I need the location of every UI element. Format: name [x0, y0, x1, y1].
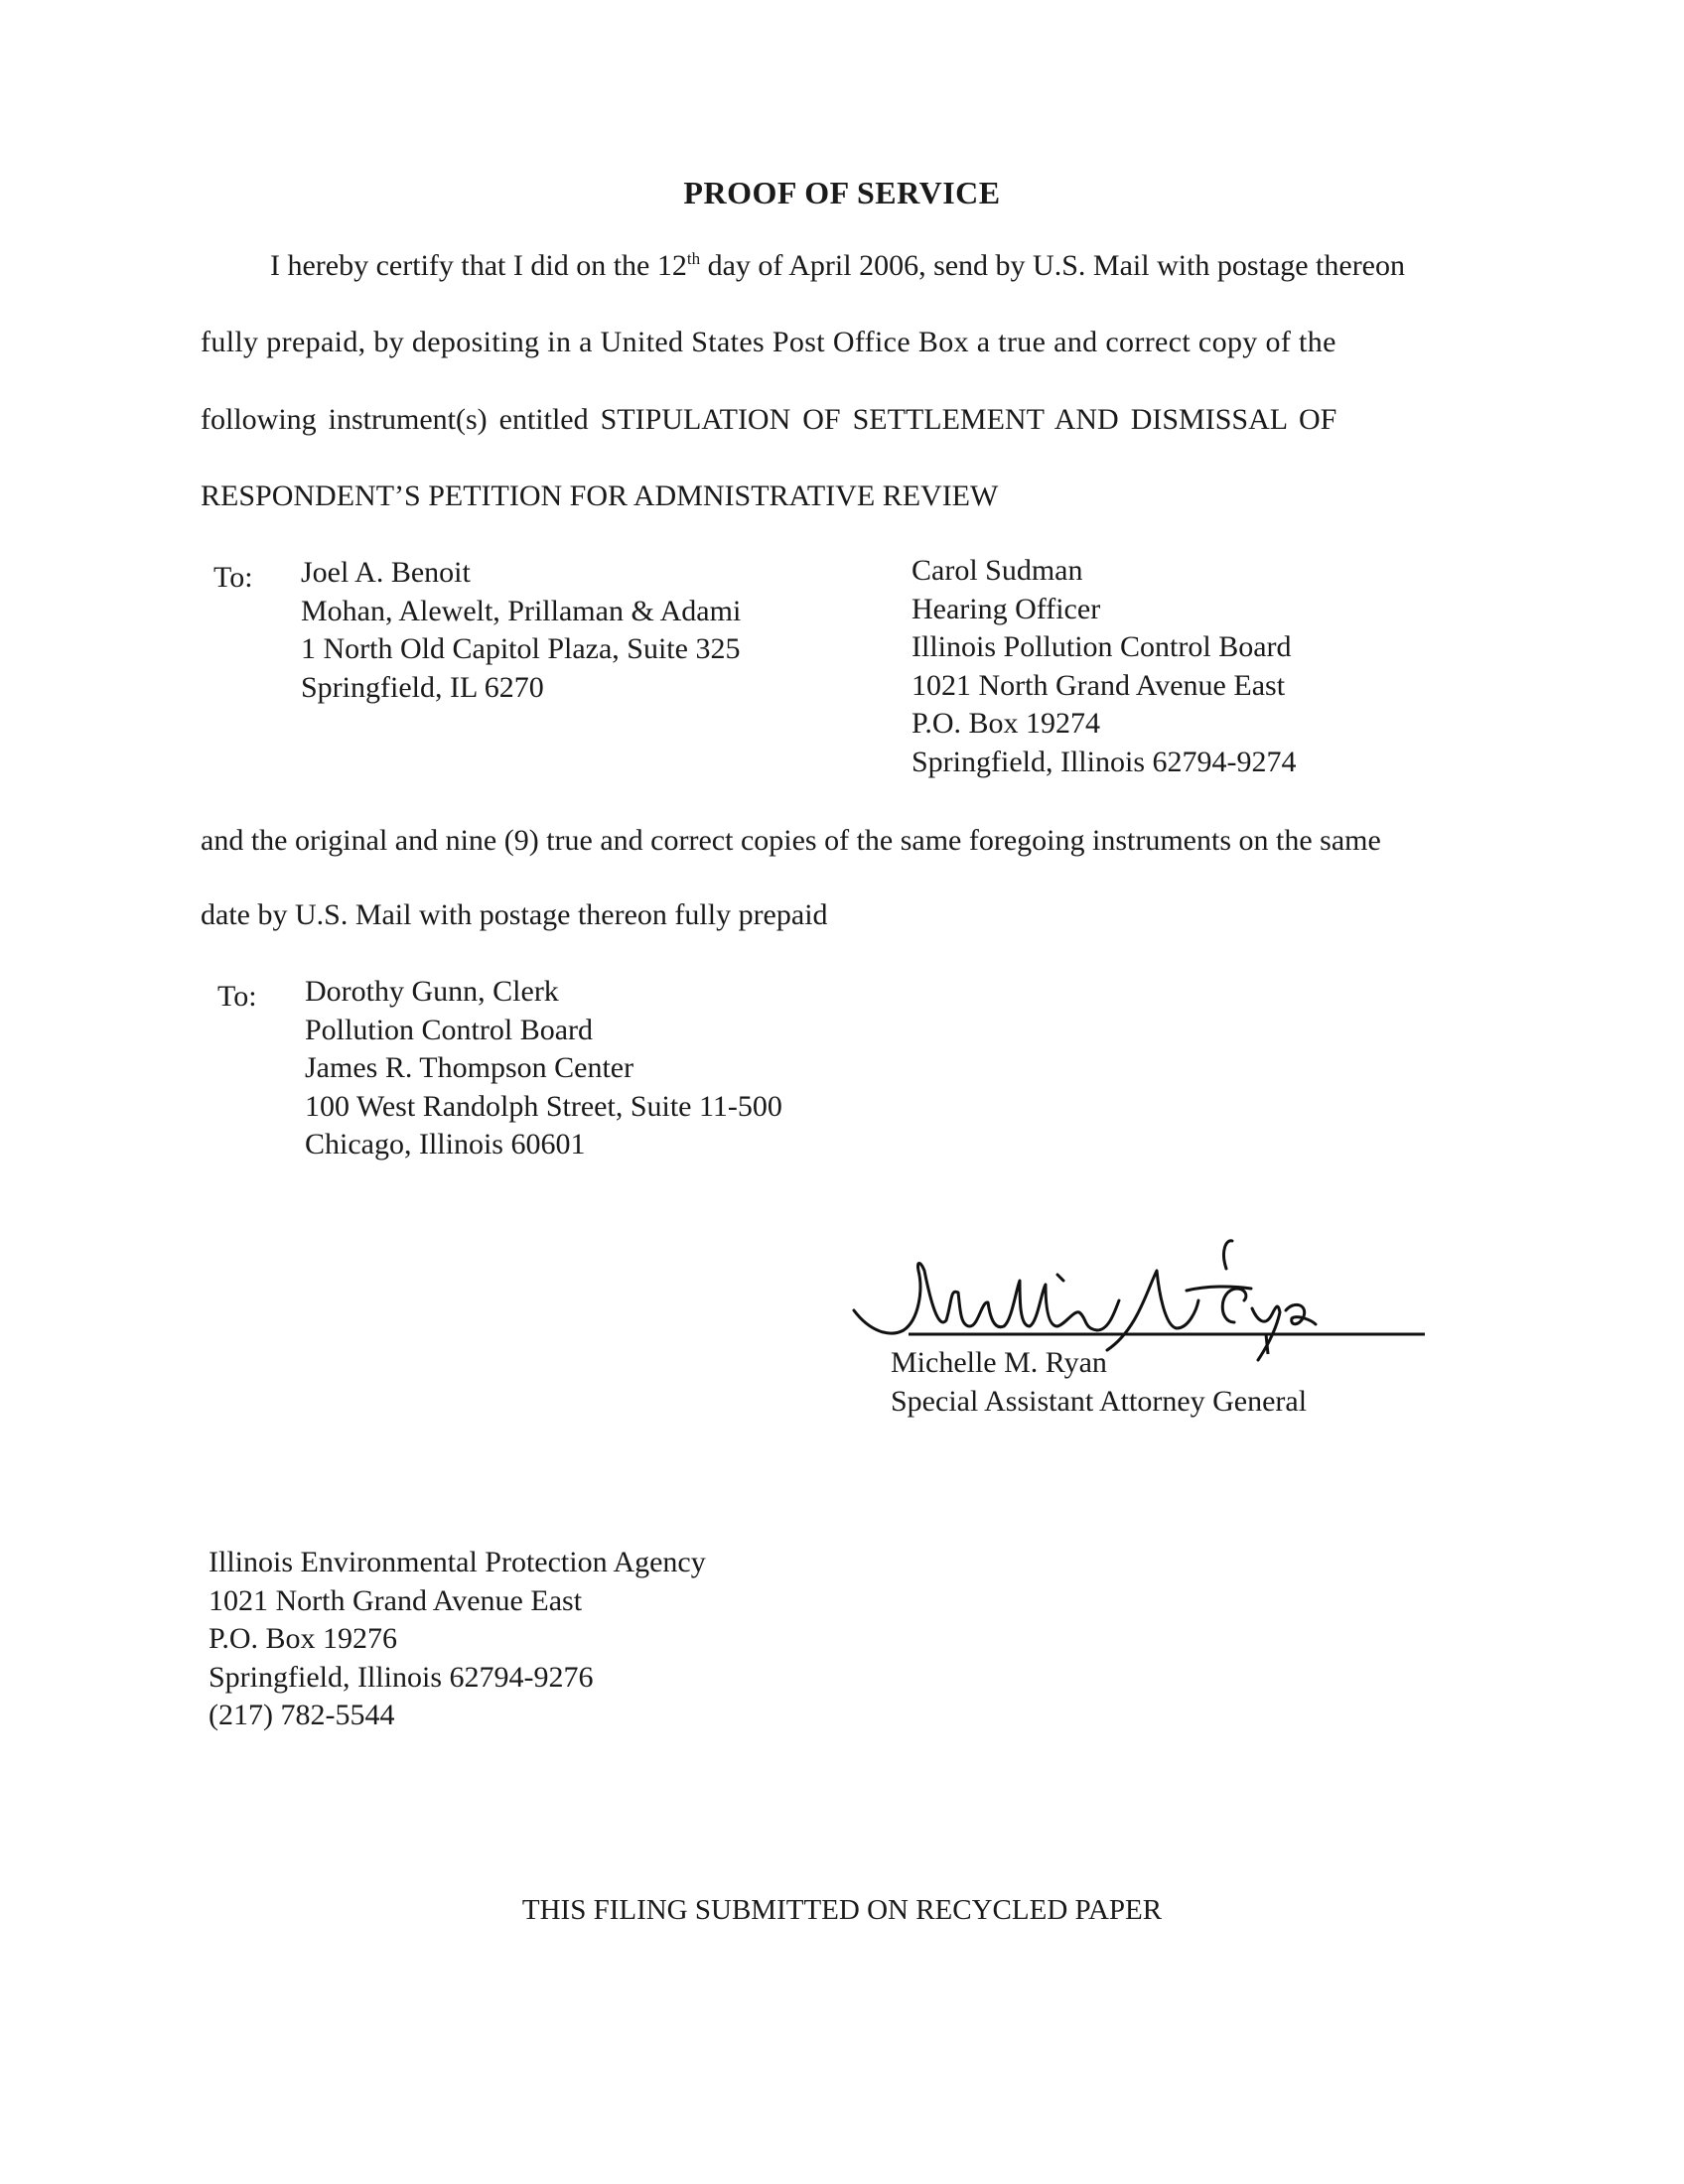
- agency-address-line: P.O. Box 19276: [209, 1622, 398, 1655]
- clerk-address-line: Dorothy Gunn, Clerk: [305, 975, 559, 1008]
- to-label-clerk: To:: [217, 980, 257, 1013]
- to-label: To:: [213, 561, 253, 594]
- ordinal-suffix: th: [686, 249, 701, 268]
- certification-line-1: I hereby certify that I did on the 12th day of April 2006, send by U.S. Mail with postage thereon: [270, 249, 1406, 282]
- clerk-address-line: Pollution Control Board: [305, 1013, 594, 1046]
- recipient-right-line: P.O. Box 19274: [912, 707, 1101, 740]
- signer-title: Special Assistant Attorney General: [891, 1384, 1308, 1418]
- document-title: PROOF OF SERVICE: [683, 175, 1001, 210]
- recipient-address-benoit: [301, 554, 741, 707]
- agency-address-line: 1021 North Grand Avenue East: [209, 1583, 583, 1617]
- agency-address-line: (217) 782-5544: [209, 1699, 395, 1731]
- certification-line-3: following instrument(s) entitled STIPULATION OF SETTLEMENT AND DISMISSAL OF: [201, 403, 1337, 436]
- copies-line-2: date by U.S. Mail with postage thereon fully prepaid: [201, 898, 828, 931]
- recipient-right-line: Hearing Officer: [912, 592, 1101, 625]
- recipient-right-line: 1021 North Grand Avenue East: [912, 668, 1286, 702]
- signer-block: [891, 1344, 1307, 1421]
- agency-address-line: Illinois Environmental Protection Agency: [209, 1546, 706, 1578]
- clerk-address-line: Chicago, Illinois 60601: [305, 1128, 586, 1160]
- recipient-right-line: Illinois Pollution Control Board: [912, 630, 1292, 663]
- clerk-address-line: James R. Thompson Center: [305, 1051, 634, 1084]
- clerk-address-line: 100 West Randolph Street, Suite 11-500: [305, 1089, 782, 1123]
- certification-line-4: RESPONDENT’S PETITION FOR ADMNISTRATIVE REVIEW: [201, 479, 999, 512]
- recipient-right-line: Springfield, Illinois 62794-9274: [912, 745, 1297, 778]
- footer-recycled-paper: THIS FILING SUBMITTED ON RECYCLED PAPER: [521, 1894, 1163, 1926]
- recipient-left-line: Mohan, Alewelt, Prillaman & Adami: [301, 594, 742, 627]
- recipient-left-line: 1 North Old Capitol Plaza, Suite 325: [301, 632, 741, 665]
- agency-address: [209, 1544, 706, 1735]
- certification-line-2: fully prepaid, by depositing in a United States Post Office Box a true and correct copy of the: [201, 326, 1336, 358]
- recipient-right-line: Carol Sudman: [912, 554, 1083, 587]
- recipient-address-clerk: [305, 973, 782, 1164]
- agency-address-line: Springfield, Illinois 62794-9276: [209, 1660, 594, 1694]
- recipient-left-line: Joel A. Benoit: [301, 556, 471, 589]
- recipient-address-sudman: [912, 552, 1296, 781]
- copies-line-1: and the original and nine (9) true and correct copies of the same foregoing instruments on the same: [201, 824, 1381, 857]
- recipient-left-line: Springfield, IL 6270: [301, 670, 544, 704]
- signer-name: Michelle M. Ryan: [891, 1346, 1107, 1379]
